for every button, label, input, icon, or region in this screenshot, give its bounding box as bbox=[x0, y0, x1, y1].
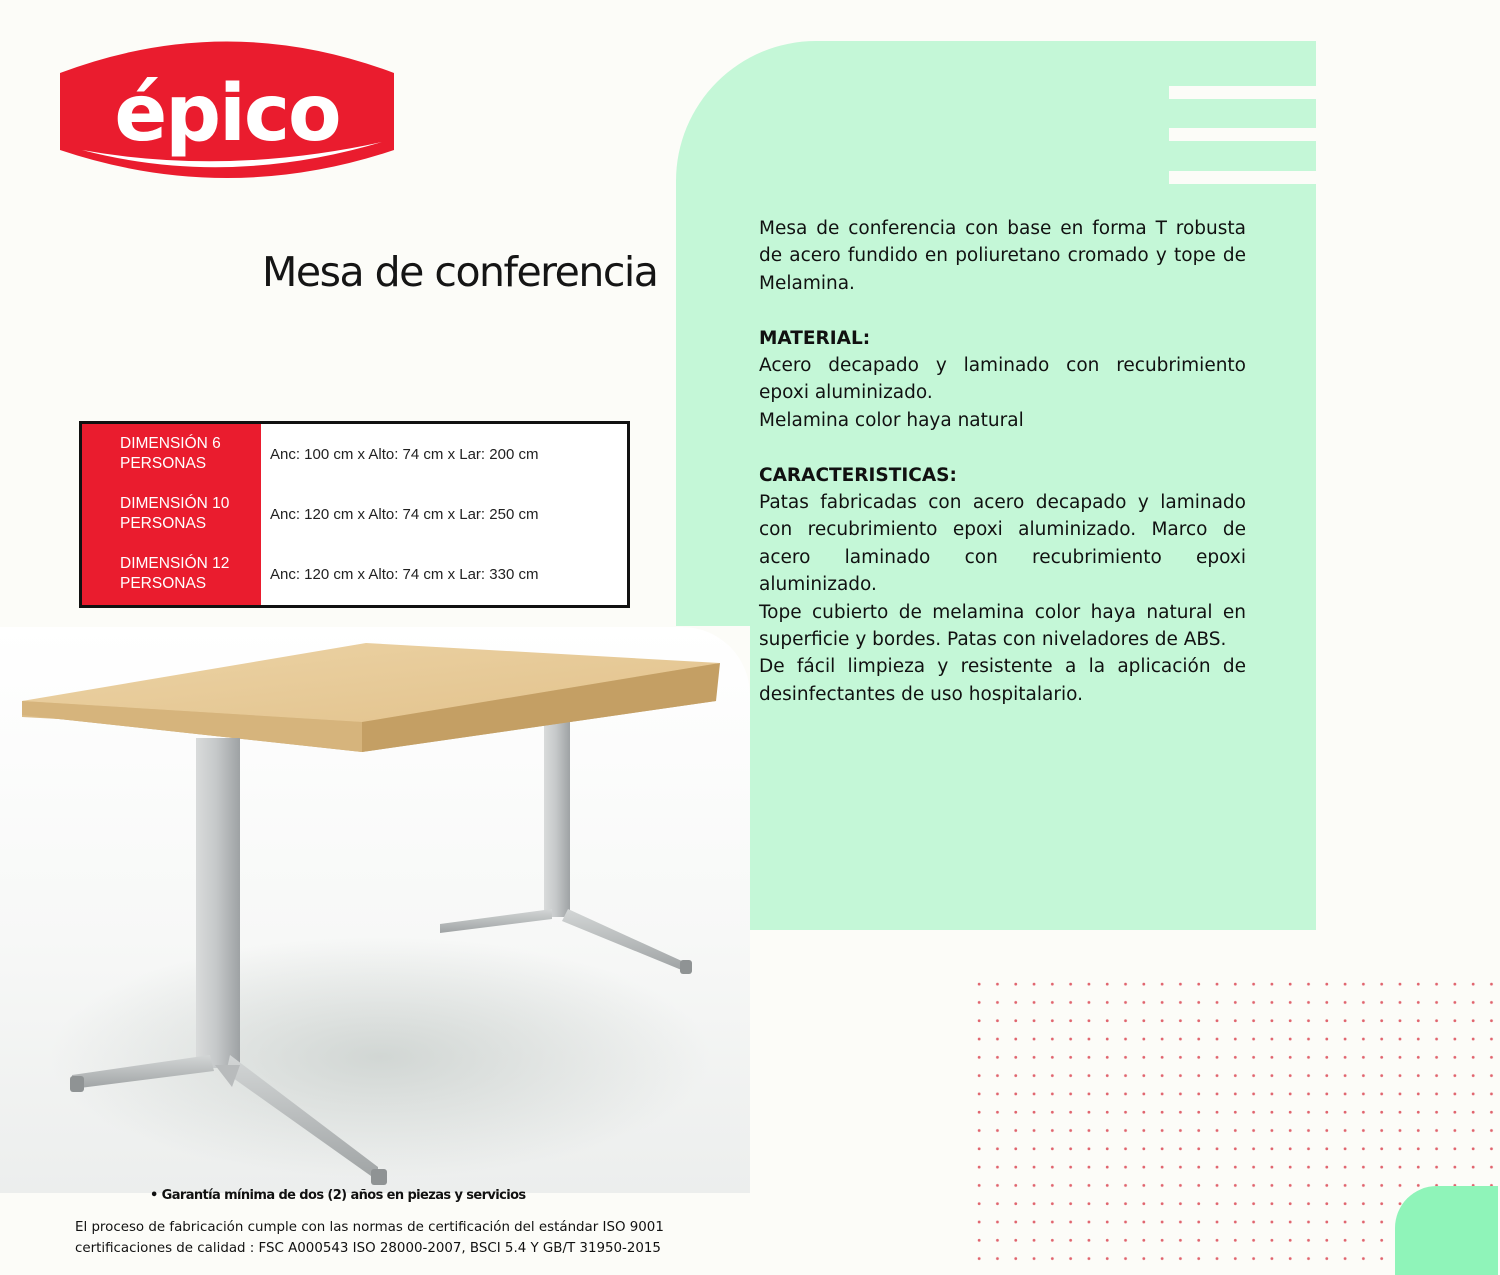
dimensions-table bbox=[79, 421, 630, 608]
feature-line: Patas fabricadas con acero decapado y laminado con recubrimiento epoxi aluminizado. Marco de acero laminado con recubrimiento epoxi aluminizado. bbox=[759, 492, 1246, 596]
product-photo bbox=[0, 627, 750, 1193]
dimensions-value-column bbox=[261, 424, 627, 605]
brand-logo bbox=[52, 28, 402, 183]
dimension-label: DIMENSIÓN 12 PERSONAS bbox=[120, 555, 230, 592]
feature-line: Tope cubierto de melamina color haya natural en superficie y bordes. Patas con niveladores de ABS. bbox=[759, 601, 1246, 651]
warranty-note: • Garantía mínima de dos (2) años en piezas y servicios bbox=[150, 1188, 526, 1203]
material-heading: MATERIAL: bbox=[759, 327, 871, 349]
conference-table-image bbox=[0, 627, 750, 1193]
decorative-bar bbox=[1169, 86, 1316, 99]
decorative-bar bbox=[1169, 171, 1316, 184]
dimensions-label-column bbox=[82, 424, 261, 605]
decorative-bar bbox=[1169, 128, 1316, 141]
description-intro: Mesa de conferencia con base en forma T robusta de acero fundido en poliuretano cromado y tope de Melamina. bbox=[759, 218, 1246, 294]
brand-logo-text: épico bbox=[114, 69, 340, 159]
corner-accent-shape bbox=[1395, 1186, 1498, 1275]
features-heading: CARACTERISTICAS: bbox=[759, 464, 957, 486]
certification-line: certificaciones de calidad : FSC A000543 ISO 28000-2007, BSCI 5.4 Y GB/T 31950-2015 bbox=[75, 1241, 661, 1256]
product-description bbox=[759, 215, 1246, 708]
dimension-value: Anc: 100 cm x Alto: 74 cm x Lar: 200 cm bbox=[270, 445, 539, 463]
material-line: Melamina color haya natural bbox=[759, 409, 1024, 431]
page-title: Mesa de conferencia bbox=[262, 248, 658, 296]
dimension-value: Anc: 120 cm x Alto: 74 cm x Lar: 330 cm bbox=[270, 565, 539, 583]
dimension-value: Anc: 120 cm x Alto: 74 cm x Lar: 250 cm bbox=[270, 505, 539, 523]
certification-line: El proceso de fabricación cumple con las normas de certificación del estándar ISO 9001 bbox=[75, 1220, 664, 1235]
dimension-label: DIMENSIÓN 10 PERSONAS bbox=[120, 495, 230, 532]
feature-line: De fácil limpieza y resistente a la aplicación de desinfectantes de uso hospitalario. bbox=[759, 656, 1246, 705]
certification-text bbox=[75, 1217, 665, 1259]
material-line: Acero decapado y laminado con recubrimiento epoxi aluminizado. bbox=[759, 355, 1246, 404]
dimension-label: DIMENSIÓN 6 PERSONAS bbox=[120, 435, 221, 472]
